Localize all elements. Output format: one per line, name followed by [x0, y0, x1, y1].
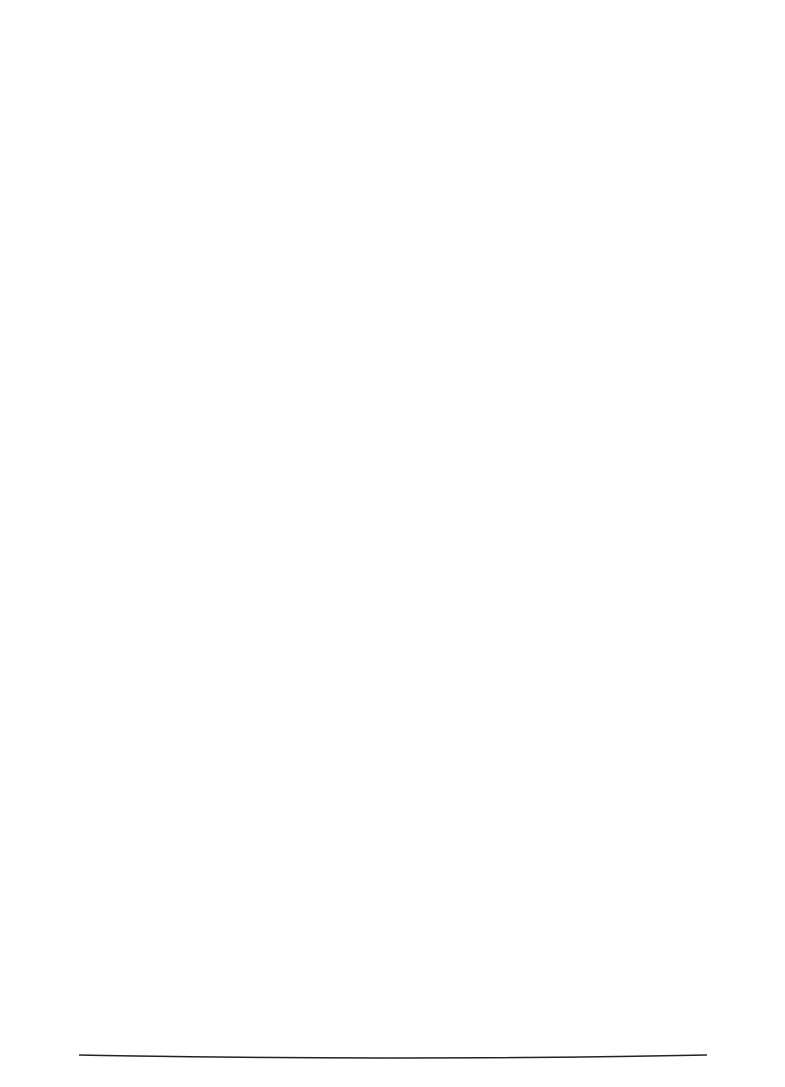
menu-item-name	[79, 400, 709, 426]
menu-item-name	[79, 338, 709, 364]
menu-item-name	[79, 524, 709, 550]
menu-item	[79, 90, 709, 142]
papel-picado-banner-bottom	[79, 1045, 707, 1087]
menu-item-name	[79, 152, 709, 178]
section-title	[79, 50, 709, 86]
menu-item-price	[79, 498, 709, 524]
menu-item-price	[79, 550, 709, 576]
menu-item	[79, 214, 709, 266]
menu-item	[79, 400, 709, 452]
menu-item-name	[79, 276, 709, 302]
menu-item	[79, 524, 709, 576]
menu-item	[79, 338, 709, 390]
menu-item-price	[79, 116, 709, 142]
menu-item-price	[79, 426, 709, 452]
menu-item-price	[79, 364, 709, 390]
menu-section	[79, 50, 709, 586]
menu-item-name	[79, 462, 709, 488]
banner-string	[79, 1055, 707, 1058]
menu-item-price	[79, 178, 709, 204]
menu-item-name	[79, 90, 709, 116]
menu-item	[79, 276, 709, 328]
menu-item	[79, 152, 709, 204]
menu-item-price	[79, 302, 709, 328]
menu-item	[79, 462, 709, 524]
menu-item-price	[79, 240, 709, 266]
menu-item-name	[79, 214, 709, 240]
papel-picado-banner-top	[79, 0, 707, 18]
